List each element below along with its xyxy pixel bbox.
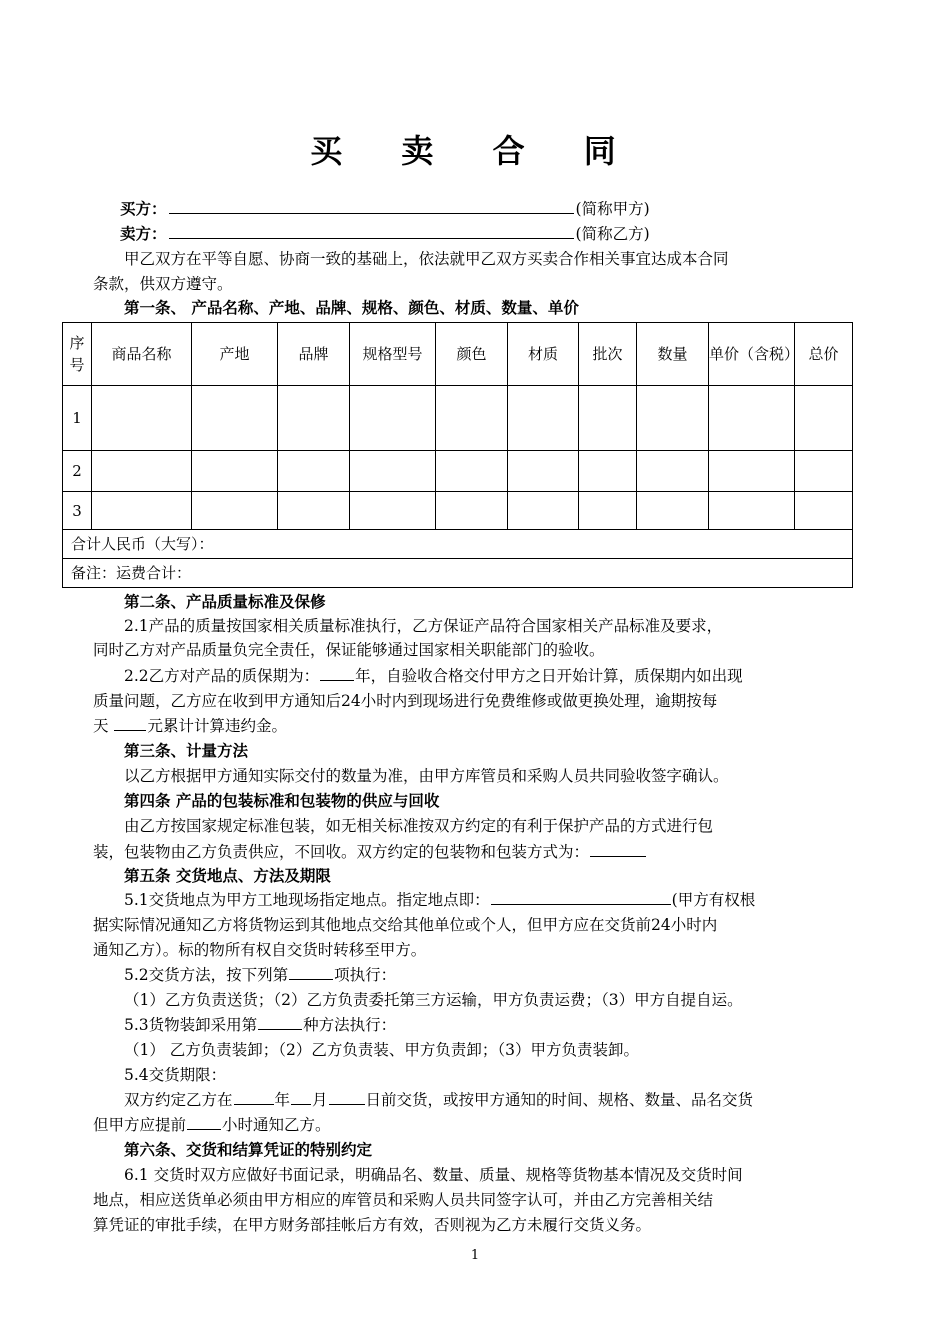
art6-p1-line3: 算凭证的审批手续，在甲方财务部挂帐后方有效，否则视为乙方未履行交货义务。 xyxy=(93,1216,652,1234)
table-cell[interactable] xyxy=(192,492,278,530)
table-cell[interactable] xyxy=(278,386,350,451)
table-cell[interactable] xyxy=(92,386,192,451)
art5-p3 xyxy=(124,1013,396,1037)
table-cell[interactable] xyxy=(92,492,192,530)
art2-p2-day: 天 xyxy=(93,717,114,735)
table-row xyxy=(63,492,853,530)
table-cell[interactable] xyxy=(192,386,278,451)
column-header: 产地 xyxy=(192,323,278,386)
column-header: 颜色 xyxy=(436,323,508,386)
table-cell[interactable] xyxy=(709,386,795,451)
table-cell[interactable] xyxy=(436,492,508,530)
seller-suffix: (简称乙方) xyxy=(575,225,650,243)
table-header-row xyxy=(63,323,853,386)
intro-line-1: 甲乙双方在平等自愿、协商一致的基础上，依法就甲乙双方买卖合作相关事宜达成本合同 xyxy=(124,250,729,268)
table-cell[interactable] xyxy=(278,492,350,530)
buyer-suffix: (简称甲方) xyxy=(575,200,650,218)
row-number: 2 xyxy=(63,451,92,492)
art5-p4-a2: 年 xyxy=(274,1091,291,1109)
column-header: 材质 xyxy=(508,323,579,386)
delivery-day-field[interactable] xyxy=(329,1089,365,1105)
art5-p4-a4: 日前交货，或按甲方通知的时间、规格、数量、品名交货 xyxy=(365,1091,754,1109)
art2-p2-line3 xyxy=(93,714,287,738)
total-row xyxy=(63,530,853,559)
table-cell[interactable] xyxy=(350,451,436,492)
table-cell[interactable] xyxy=(637,451,709,492)
warranty-years-field[interactable] xyxy=(320,665,354,681)
column-header: 序号 xyxy=(63,323,92,386)
art2-p2-pre: 2.2乙方对产品的质保期为： xyxy=(124,667,320,685)
table-cell[interactable] xyxy=(579,451,637,492)
art4-p1-line2 xyxy=(93,840,647,864)
buyer-name-field[interactable] xyxy=(169,198,574,214)
art5-p4-line2 xyxy=(93,1113,331,1137)
art5-p3-pre: 5.3货物装卸采用第 xyxy=(124,1016,258,1034)
packaging-method-field[interactable] xyxy=(590,841,646,857)
article-3-heading: 第三条、计量方法 xyxy=(124,741,249,760)
art2-p1-line1: 2.1产品的质量按国家相关质量标准执行，乙方保证产品符合国家相关产品标准及要求， xyxy=(124,617,723,635)
art3-p1: 以乙方根据甲方通知实际交付的数量为准，由甲方库管员和采购人员共同验收签字确认。 xyxy=(124,767,729,785)
seller-line xyxy=(120,222,650,246)
table-cell[interactable] xyxy=(579,492,637,530)
art5-p4-a1: 双方约定乙方在 xyxy=(124,1091,233,1109)
art2-p2-line1 xyxy=(124,664,743,688)
table-cell[interactable] xyxy=(508,386,579,451)
row-number: 1 xyxy=(63,386,92,451)
delivery-location-field[interactable] xyxy=(491,889,671,905)
penalty-amount-field[interactable] xyxy=(114,715,146,731)
table-row xyxy=(63,451,853,492)
table-cell[interactable] xyxy=(350,492,436,530)
buyer-line xyxy=(120,197,650,221)
art2-p2-line2: 质量问题，乙方应在收到甲方通知后24小时内到现场进行免费维修或做更换处理，逾期按每 xyxy=(93,692,718,710)
art6-p1-line1: 6.1 交货时双方应做好书面记录，明确品名、数量、质量、规格等货物基本情况及交货时间 xyxy=(124,1166,743,1184)
table-cell[interactable] xyxy=(795,451,853,492)
delivery-year-field[interactable] xyxy=(234,1089,274,1105)
seller-name-field[interactable] xyxy=(169,223,574,239)
table-cell[interactable] xyxy=(508,451,579,492)
intro-line-2: 条款，供双方遵守。 xyxy=(93,275,233,293)
table-cell[interactable] xyxy=(278,451,350,492)
delivery-method-field[interactable] xyxy=(289,964,333,980)
art5-p1-post: (甲方有权根 xyxy=(671,891,756,909)
art2-p2-penalty: 元累计计算违约金。 xyxy=(147,717,287,735)
column-header: 数量 xyxy=(637,323,709,386)
art5-p1-line1 xyxy=(124,888,755,912)
total-amount-label[interactable]: 合计人民币（大写）： xyxy=(63,530,853,559)
table-cell[interactable] xyxy=(795,386,853,451)
art5-p2 xyxy=(124,963,396,987)
art5-p4-b1: 但甲方应提前 xyxy=(93,1116,187,1134)
art5-p3-post: 种方法执行： xyxy=(303,1016,397,1034)
art5-p3-options: （1） 乙方负责装卸；（2）乙方负责装、甲方负责卸；（3）甲方负责装卸。 xyxy=(124,1041,640,1059)
table-cell[interactable] xyxy=(709,451,795,492)
art5-p1-line3: 通知乙方）。标的物所有权自交货时转移至甲方。 xyxy=(93,941,427,959)
art5-p1-line2: 据实际情况通知乙方将货物运到其他地点交给其他单位或个人，但甲方应在交货前24小时内 xyxy=(93,916,718,934)
article-4-heading: 第四条 产品的包装标准和包装物的供应与回收 xyxy=(124,791,440,810)
art2-p1-line2: 同时乙方对产品质量负完全责任，保证能够通过国家相关职能部门的验收。 xyxy=(93,641,605,659)
article-5-heading: 第五条 交货地点、方法及期限 xyxy=(124,866,331,885)
art5-p4-a3: 月 xyxy=(312,1091,328,1109)
table-cell[interactable] xyxy=(637,492,709,530)
art5-p2-post: 项执行： xyxy=(334,966,397,984)
art5-p1-pre: 5.1交货地点为甲方工地现场指定地点。指定地点即： xyxy=(124,891,490,909)
freight-note-label[interactable]: 备注：运费合计： xyxy=(63,559,853,588)
column-header: 总价 xyxy=(795,323,853,386)
column-header: 批次 xyxy=(579,323,637,386)
table-cell[interactable] xyxy=(508,492,579,530)
art5-p4-b2: 小时通知乙方。 xyxy=(222,1116,331,1134)
row-number: 3 xyxy=(63,492,92,530)
page-number: 1 xyxy=(470,1248,480,1263)
table-row xyxy=(63,386,853,451)
table-cell[interactable] xyxy=(795,492,853,530)
art6-p1-line2: 地点，相应送货单必须由甲方相应的库管员和采购人员共同签字认可，并由乙方完善相关结 xyxy=(93,1191,714,1209)
page-title: 买 卖 合 同 xyxy=(310,132,640,170)
table-cell[interactable] xyxy=(436,451,508,492)
article-1-heading: 第一条、 产品名称、产地、品牌、规格、颜色、材质、数量、单价 xyxy=(124,298,579,317)
art5-p4: 5.4交货期限： xyxy=(124,1066,227,1084)
table-cell[interactable] xyxy=(637,386,709,451)
art5-p4-line1 xyxy=(124,1088,753,1112)
loading-method-field[interactable] xyxy=(258,1014,302,1030)
column-header: 商品名称 xyxy=(92,323,192,386)
delivery-month-field[interactable] xyxy=(291,1089,311,1105)
art5-p2-options: （1）乙方负责送货；（2）乙方负责委托第三方运输，甲方负责运费；（3）甲方自提自运。 xyxy=(124,991,743,1009)
product-table xyxy=(62,322,853,588)
table-cell[interactable] xyxy=(579,386,637,451)
art2-p2-post: 年，自验收合格交付甲方之日开始计算，质保期内如出现 xyxy=(355,667,743,685)
buyer-label: 买方： xyxy=(120,199,167,218)
table-cell[interactable] xyxy=(709,492,795,530)
article-6-heading: 第六条、交货和结算凭证的特别约定 xyxy=(124,1140,373,1159)
column-header: 单价（含税） xyxy=(709,323,795,386)
art4-p1-line1: 由乙方按国家规定标准包装，如无相关标准按双方约定的有利于保护产品的方式进行包 xyxy=(124,817,714,835)
notice-hours-field[interactable] xyxy=(187,1114,221,1130)
table-cell[interactable] xyxy=(436,386,508,451)
seller-label: 卖方： xyxy=(120,224,167,243)
article-2-heading: 第二条、产品质量标准及保修 xyxy=(124,592,326,611)
table-cell[interactable] xyxy=(92,451,192,492)
art4-p1-text: 装，包装物由乙方负责供应，不回收。双方约定的包装物和包装方式为： xyxy=(93,843,590,861)
table-cell[interactable] xyxy=(192,451,278,492)
table-cell[interactable] xyxy=(350,386,436,451)
column-header: 规格型号 xyxy=(350,323,436,386)
art5-p2-pre: 5.2交货方法，按下列第 xyxy=(124,966,289,984)
note-row xyxy=(63,559,853,588)
column-header: 品牌 xyxy=(278,323,350,386)
